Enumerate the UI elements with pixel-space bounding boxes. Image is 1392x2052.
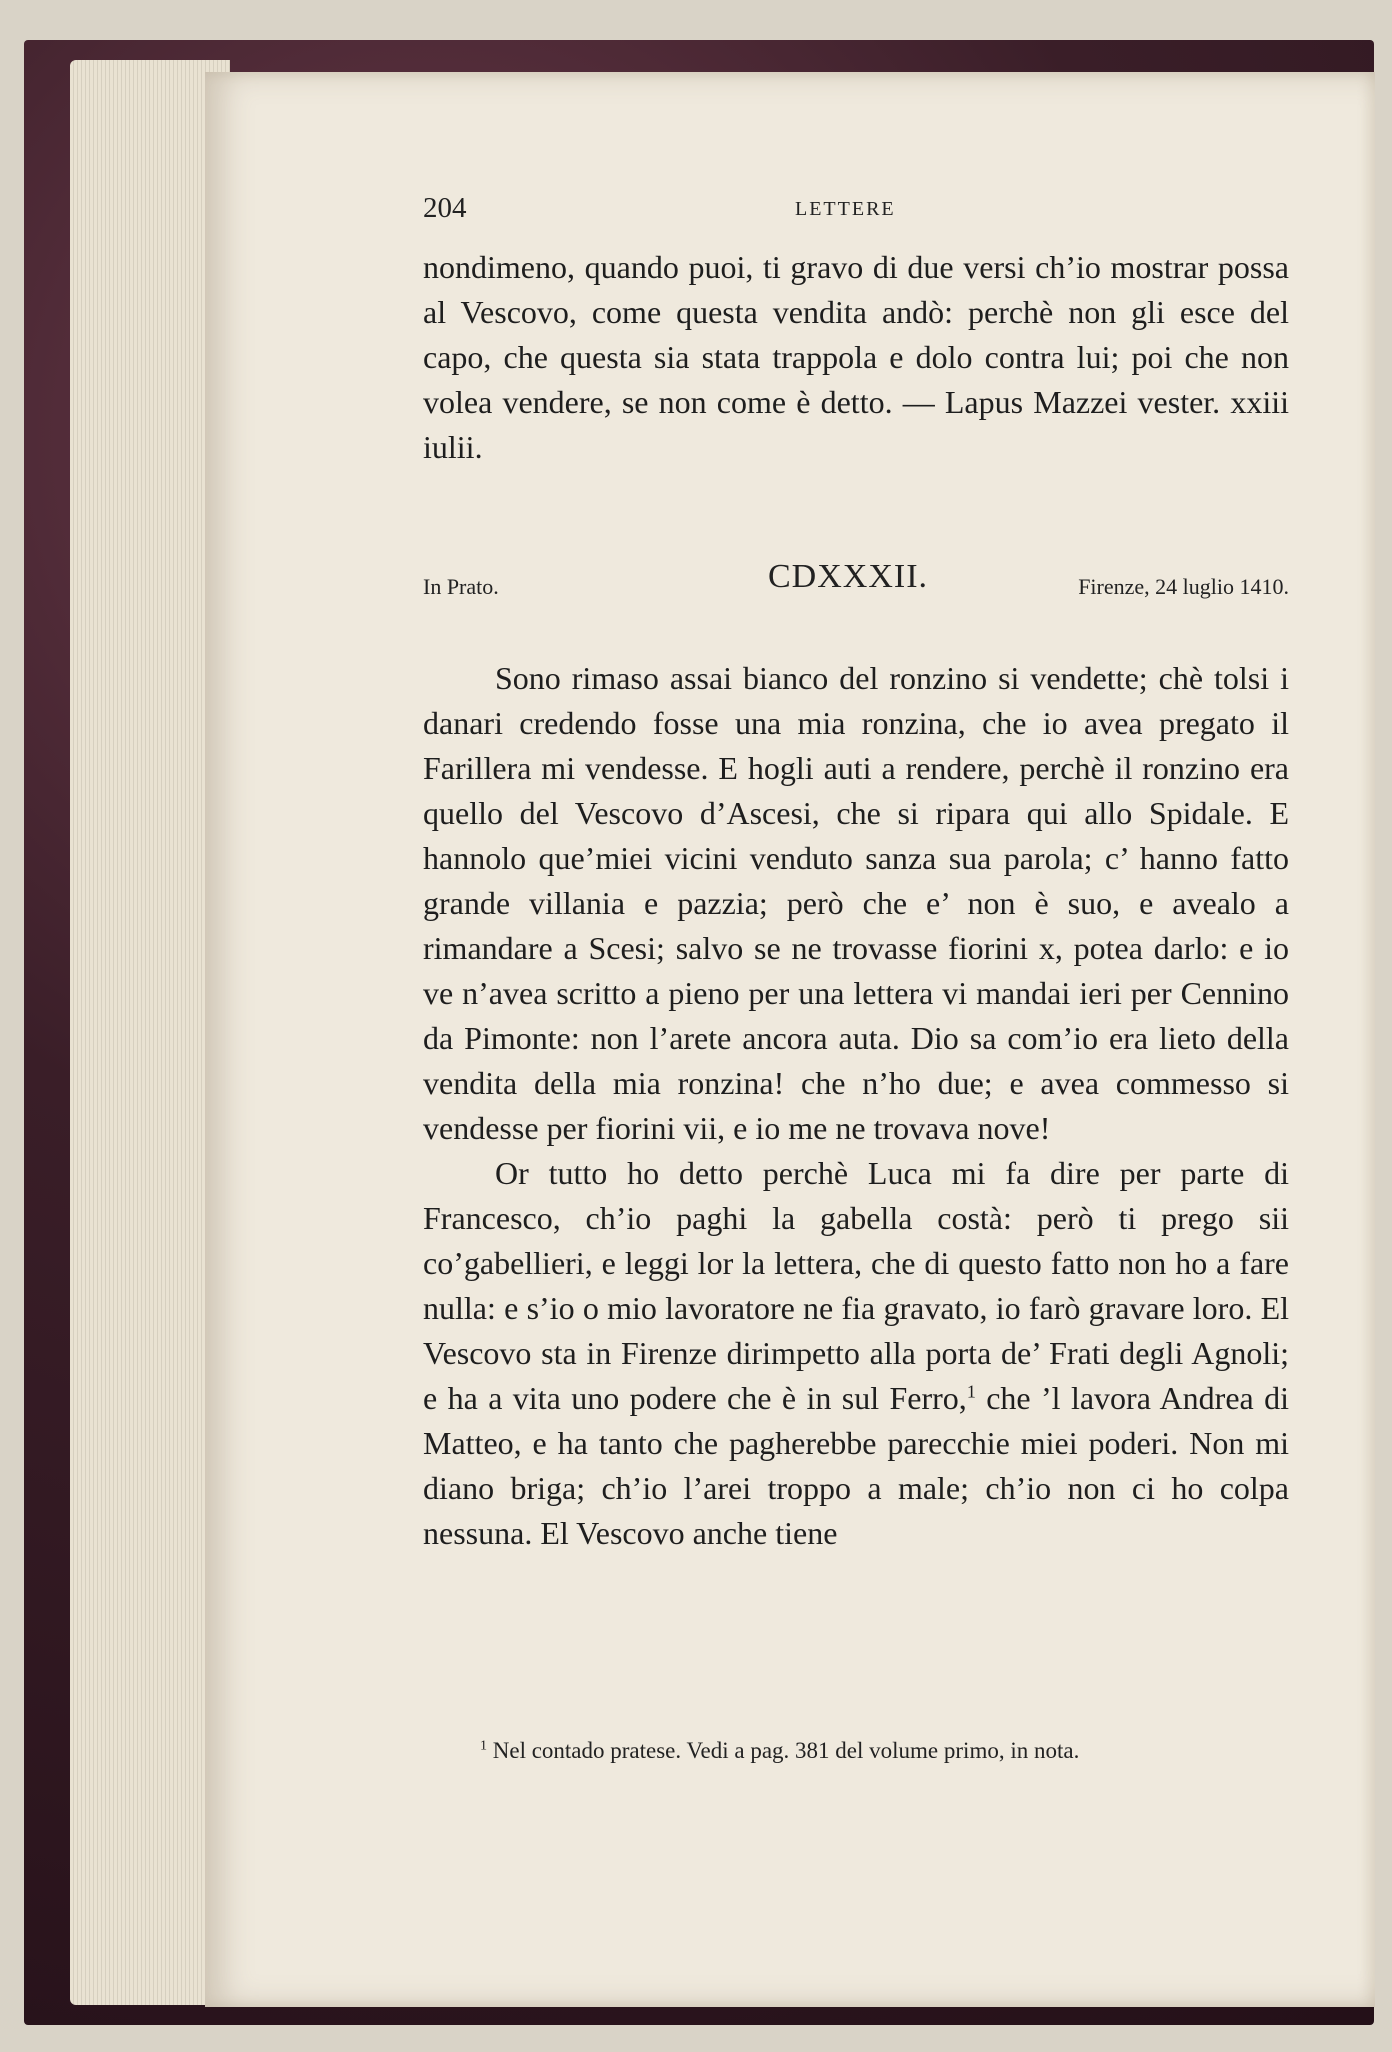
running-head: LETTERE bbox=[795, 198, 896, 220]
letter-body bbox=[423, 656, 1289, 1556]
footnote bbox=[480, 1738, 1280, 1764]
letter-paragraph-2 bbox=[423, 1151, 1289, 1556]
footnote-text: Nel contado pratese. Vedi a pag. 381 del volume primo, in nota. bbox=[492, 1738, 1080, 1763]
footnote-reference: 1 bbox=[966, 1381, 976, 1402]
footnote-marker: 1 bbox=[480, 1738, 487, 1754]
letter-date: Firenze, 24 luglio 1410. bbox=[1078, 574, 1289, 599]
continuation-text bbox=[423, 245, 1289, 470]
letter-number: CDXXXII. bbox=[768, 558, 929, 595]
letter-paragraph-1: Sono rimaso assai bianco del ronzino si vendette; chè tolsi i danari credendo fosse una mia ronzina, che io avea pregato il Farillera mi vendesse. E hogli auti a rendere, perchè il ronzino era quello del Vescovo d’Ascesi, che si ripara qui allo Spidale. E hannolo que’miei vicini venduto sanza sua parola; c’ hanno fatto grande villania e pazzia; però che e’ non è suo, e avealo a rimandare a Scesi; salvo se ne trovasse fiorini x, potea darlo: e io ve n’avea scritto a pieno per una lettera vi mandai ieri per Cennino da Pimonte: non l’arete ancora auta. Dio sa com’io era lieto della vendita della mia ronzina! che n’ho due; e avea commesso si vendesse per fiorini vii, e io me ne trovava nove! bbox=[423, 660, 1289, 1146]
continuation-paragraph: nondimeno, quando puoi, ti gravo di due versi ch’io mostrar possa al Vescovo, come questa vendita andò: perchè non gli esce del capo, che questa sia stata trappola e dolo contra lui; poi che non volea vendere, se non come è detto. — Lapus Mazzei vester. xxiii iulii. bbox=[423, 249, 1289, 465]
paragraph-2-text-b: che ’l lavora Andrea di Matteo, e ha tanto che pagherebbe parecchie miei poderi. Non mi diano briga; ch’io l’arei troppo a male; ch’io non ci ho colpa nessuna. El Vescovo anche tiene bbox=[423, 1380, 1290, 1551]
paragraph-2-text-a: Or tutto ho detto perchè Luca mi fa dire per parte di Francesco, ch’io paghi la gabella costà: però ti prego sii co’gabellieri, e leggi lor la lettera, che di questo fatto non ho a fare nulla: e s’io o mio lavoratore ne fia gravato, io farò gravare loro. El Vescovo sta in Firenze dirimpetto alla porta de’ Frati degli Agnoli; e ha a vita uno podere che è in sul Ferro, bbox=[423, 1155, 1289, 1416]
letter-place: In Prato. bbox=[423, 574, 499, 599]
letter-heading bbox=[423, 556, 1289, 606]
page-header bbox=[423, 192, 1289, 232]
page-number: 204 bbox=[423, 192, 467, 224]
